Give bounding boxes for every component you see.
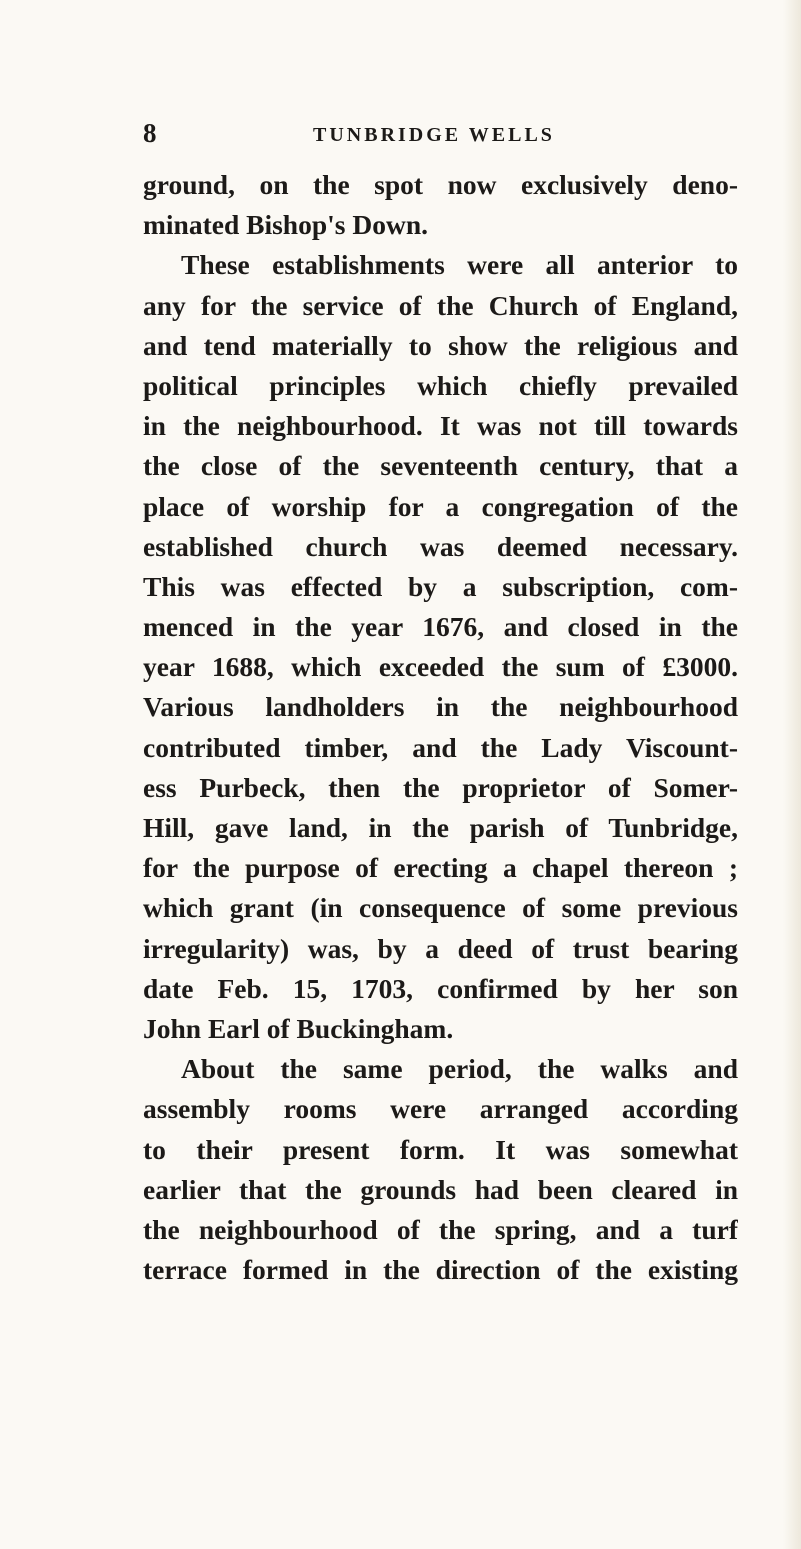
text-line: to their present form. It was somewhat [143,1133,738,1165]
text-line: date Feb. 15, 1703, confirmed by her son [143,972,738,1004]
text-line: earlier that the grounds had been cleared in [143,1173,738,1205]
text-line: Hill, gave land, in the parish of Tunbridge, [143,812,738,843]
text-line: which grant (in consequence of some previous [143,892,738,924]
running-head [0,118,801,148]
text-line: for the purpose of erecting a chapel thereon ; [143,852,738,884]
text-line: irregularity) was, by a deed of trust bearing [143,932,738,964]
text-line: political principles which chiefly prevailed [143,369,738,401]
paragraph-start-line: About the same period, the walks and [181,1053,738,1085]
text-line: any for the service of the Church of England, [143,289,738,321]
text-line: minated Bishop's Down. [143,209,429,241]
text-line: terrace formed in the direction of the existing [143,1254,738,1286]
text-line: menced in the year 1676, and closed in the [143,611,738,643]
text-line: established church was deemed necessary. [143,530,738,562]
text-line: Various landholders in the neighbourhood [143,691,738,723]
text-line: and tend materially to show the religious and [143,329,738,361]
page-edge-shadow [783,0,801,1549]
text-line: in the neighbourhood. It was not till towards [143,410,738,442]
text-line: ground, on the spot now exclusively deno- [143,169,738,200]
text-line: John Earl of Buckingham. [143,1012,454,1044]
text-line: contributed timber, and the Lady Viscount- [143,731,738,763]
text-line: place of worship for a congregation of the [143,490,738,522]
text-line: assembly rooms were arranged according [143,1093,738,1125]
text-line: the neighbourhood of the spring, and a turf [143,1213,738,1245]
text-line: year 1688, which exceeded the sum of £3000. [143,651,738,683]
page-number: 8 [143,118,157,148]
running-title: TUNBRIDGE WELLS [313,124,555,146]
paragraph-start-line: These establishments were all anterior to [181,249,738,281]
text-line: This was effected by a subscription, com- [143,570,738,602]
text-line: the close of the seventeenth century, that a [143,450,738,482]
body-text [143,165,738,1290]
text-line: ess Purbeck, then the proprietor of Somer- [143,771,738,803]
